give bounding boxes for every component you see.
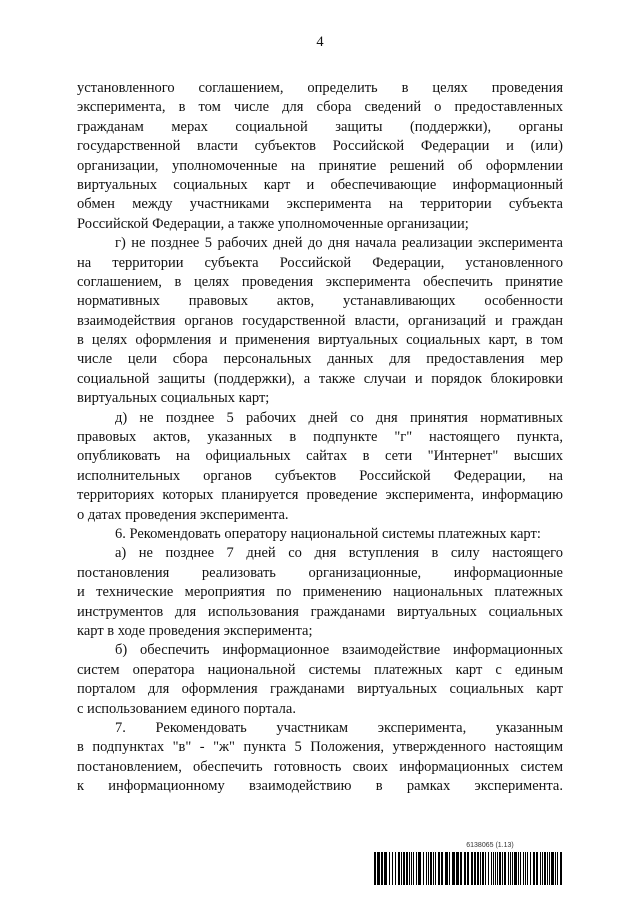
text-line: Российской Федерации, а также уполномоченные организации; — [77, 215, 469, 232]
barcode-label: 6138065 (1.13) — [466, 842, 514, 849]
text-line: систем оператора национальной системы платежных карт с единым — [77, 661, 563, 678]
text-line: территориях которых планируется проведение эксперимента, информацию — [77, 487, 563, 504]
text-line: б) обеспечить информационное взаимодействие информационных — [115, 642, 563, 659]
text-line: опубликовать на официальных сайтах в сети "Интернет" высших — [77, 448, 563, 465]
text-line: 6. Рекомендовать оператору национальной системы платежных карт: — [115, 525, 541, 542]
text-line: установленного соглашением, определить в целях проведения — [77, 80, 563, 96]
paragraph — [77, 544, 563, 641]
paragraph — [77, 409, 563, 525]
text-line: г) не позднее 5 рабочих дней до дня начала реализации эксперимента — [115, 235, 563, 252]
text-line: о датах проведения эксперимента. — [77, 506, 289, 523]
text-line: на территории субъекта Российской Федерации, установленного — [77, 254, 563, 271]
barcode — [374, 852, 563, 885]
text-line: постановлением, обеспечить готовность своих информационных систем — [77, 758, 563, 775]
text-line: к информационному взаимодействию в рамках эксперимента. — [77, 778, 563, 795]
text-line: в подпунктах "в" - "ж" пункта 5 Положения, утвержденного настоящим — [77, 739, 563, 756]
text-line: организации, уполномоченные на принятие решений об оформлении — [77, 157, 563, 174]
text-line: взаимодействия органов государственной власти, организаций и граждан — [77, 312, 563, 329]
text-line: числе цели сбора персональных данных для предоставления мер — [77, 351, 563, 368]
text-line: порталом для оформления гражданами виртуальных социальных карт — [77, 681, 563, 698]
text-line: и технические мероприятия по применению национальных платежных — [77, 584, 563, 601]
text-line: виртуальных социальных карт и обеспечивающие информационный — [77, 176, 563, 193]
text-line: эксперимента, в том числе для сбора сведений о предоставленных — [77, 99, 563, 116]
text-line: 7. Рекомендовать участникам эксперимента, указанным — [115, 719, 563, 736]
text-line: социальной защиты (поддержки), а также случаи и порядок блокировки — [77, 370, 563, 387]
page-number: 4 — [316, 34, 324, 50]
paragraph — [77, 719, 563, 797]
text-line: гражданам мерах социальной защиты (поддержки), органы — [77, 118, 563, 135]
text-line: с использованием единого портала. — [77, 700, 296, 717]
text-line: правовых актов, указанных в подпункте "г" настоящего пункта, — [77, 429, 563, 446]
text-line: исполнительных органов субъектов Российской Федерации, на — [77, 467, 563, 484]
text-line: виртуальных социальных карт; — [77, 390, 270, 407]
text-line: государственной власти субъектов Российской Федерации и (или) — [77, 138, 563, 155]
text-line: обмен между участниками эксперимента на территории субъекта — [77, 196, 563, 213]
document-body — [77, 79, 563, 796]
text-line: а) не позднее 7 дней со дня вступления в силу настоящего — [115, 545, 563, 562]
paragraph — [77, 641, 563, 719]
text-line: соглашением, в целях проведения эксперимента обеспечить принятие — [77, 273, 563, 290]
paragraph — [77, 79, 563, 234]
text-line: инструментов для использования гражданами виртуальных социальных — [77, 603, 563, 620]
text-line: карт в ходе проведения эксперимента; — [77, 622, 313, 639]
text-line: в целях оформления и применения виртуальных социальных карт, в том — [77, 332, 563, 349]
paragraph — [77, 234, 563, 409]
text-line: нормативных правовых актов, устанавливающих особенности — [77, 293, 563, 310]
text-line: постановления реализовать организационные, информационные — [77, 564, 563, 581]
text-line: д) не позднее 5 рабочих дней со дня принятия нормативных — [115, 409, 563, 426]
paragraph — [77, 525, 563, 544]
